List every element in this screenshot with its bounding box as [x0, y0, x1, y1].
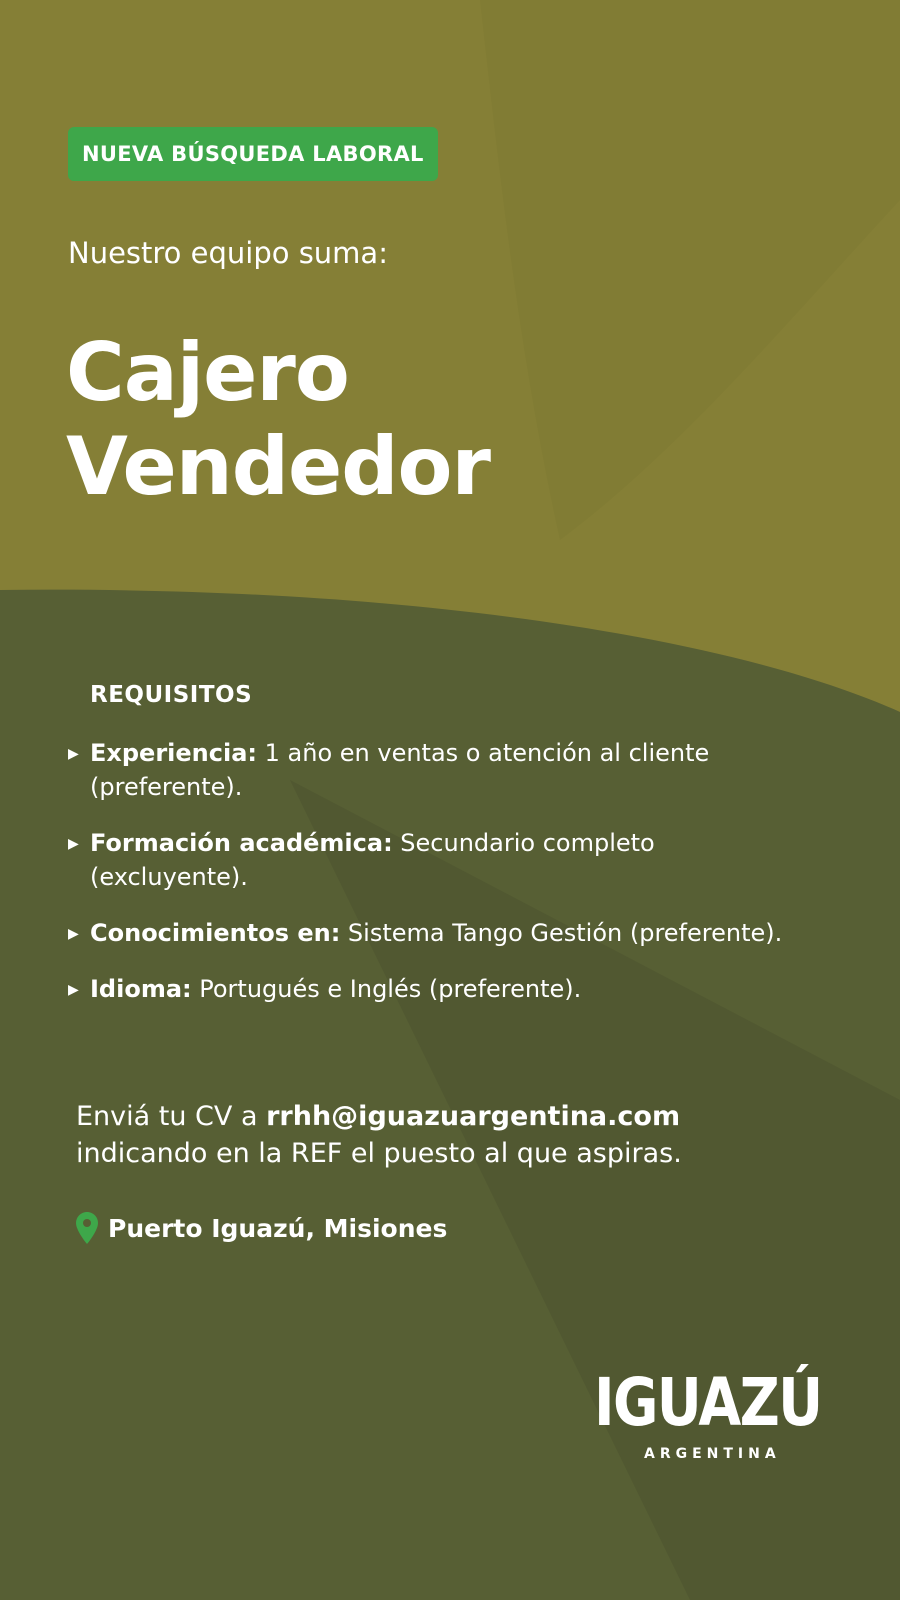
requirement-item — [68, 972, 808, 1006]
job-title-line-2: Vendedor — [66, 420, 490, 513]
new-job-badge: NUEVA BÚSQUEDA LABORAL — [68, 127, 438, 181]
logo-subtitle: ARGENTINA — [644, 1446, 781, 1462]
requirement-label: Idioma: — [90, 975, 192, 1003]
contact-email-link[interactable]: rrhh@iguazuargentina.com — [266, 1101, 681, 1132]
requirement-text: Portugués e Inglés (preferente). — [191, 975, 582, 1003]
bullet-triangle-icon: ▶ — [68, 926, 79, 942]
requirement-item — [68, 826, 808, 894]
requirement-text: 1 año en ventas o atención al cliente (preferente). — [90, 739, 710, 801]
contact-line-1 — [76, 1098, 682, 1135]
requirements-list — [68, 736, 808, 1028]
requirement-label: Experiencia: — [90, 739, 258, 767]
contact-line-2: indicando en la REF el puesto al que aspiras. — [76, 1138, 682, 1169]
contact-prefix: Enviá tu CV a — [76, 1101, 267, 1132]
contact-info — [76, 1098, 682, 1172]
requirement-text: Sistema Tango Gestión (preferente). — [340, 919, 783, 947]
job-title-line-1: Cajero — [66, 326, 349, 419]
bullet-triangle-icon: ▶ — [68, 746, 79, 762]
job-title — [66, 326, 490, 514]
requirement-text: Secundario completo (excluyente). — [90, 829, 655, 891]
requirement-label: Formación académica: — [90, 829, 393, 857]
requirement-label: Conocimientos en: — [90, 919, 341, 947]
logo-wordmark: IGUAZÚ — [594, 1364, 822, 1441]
iguazu-argentina-logo — [594, 1364, 822, 1466]
intro-text: Nuestro equipo suma: — [68, 236, 388, 270]
location-pin-icon — [76, 1212, 98, 1244]
bullet-triangle-icon: ▶ — [68, 836, 79, 852]
requirement-item — [68, 736, 808, 804]
location-text: Puerto Iguazú, Misiones — [108, 1213, 448, 1243]
requirements-heading: REQUISITOS — [90, 682, 253, 708]
requirement-item — [68, 916, 808, 950]
location — [76, 1212, 447, 1244]
bullet-triangle-icon: ▶ — [68, 982, 79, 998]
